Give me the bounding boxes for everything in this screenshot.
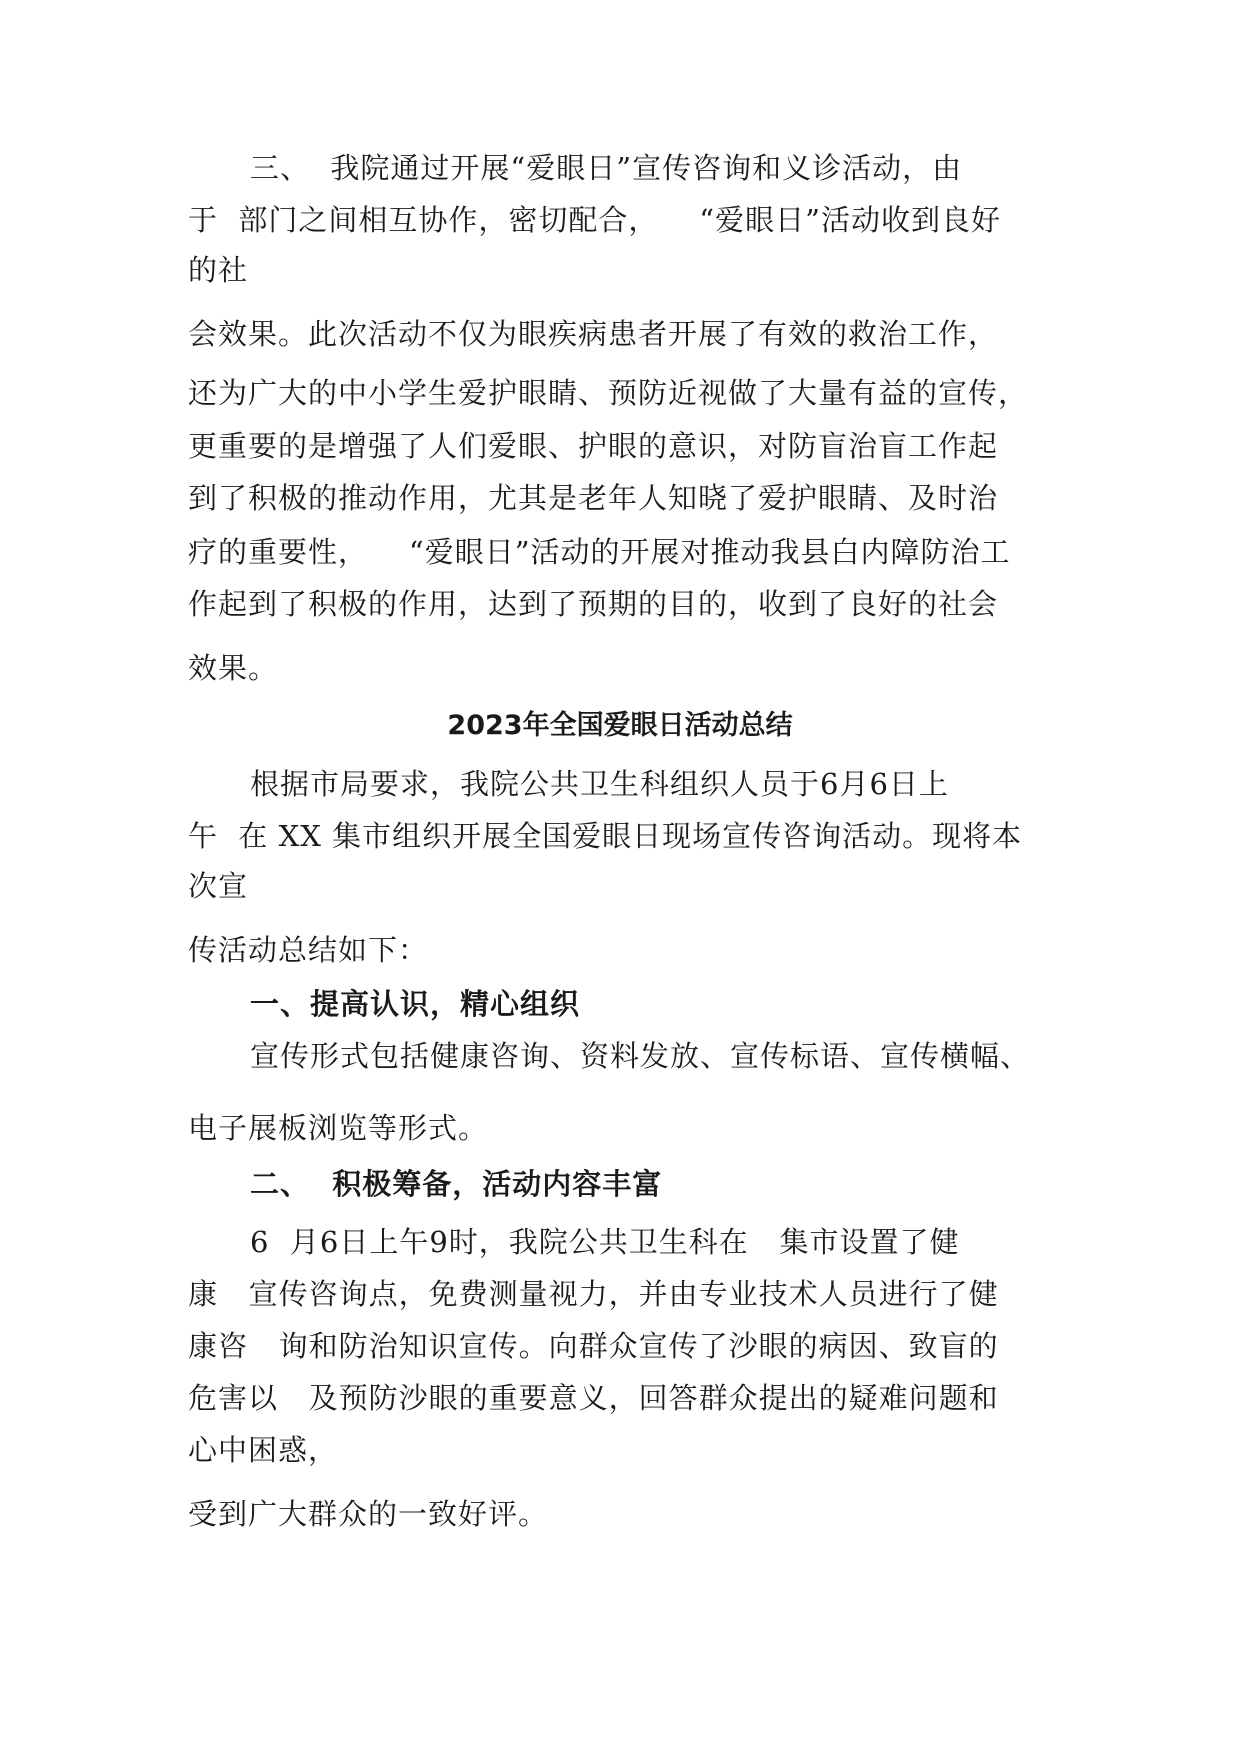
paragraph-line: 会效果。此次活动不仅为眼疾病患者开展了有效的救治工作， xyxy=(188,317,999,351)
paragraph-line: 更重要的是增强了人们爱眼、护眼的意识，对防盲治盲工作起 xyxy=(188,429,999,463)
paragraph-line: 三、 我院通过开展“爱眼日”宣传咨询和义诊活动，由 xyxy=(250,151,963,185)
paragraph-line: 疗的重要性， “爱眼日”活动的开展对推动我县白内障防治工 xyxy=(188,535,1011,569)
paragraph-line: 宣传形式包括健康咨询、资料发放、宣传标语、宣传横幅、 xyxy=(250,1039,1031,1073)
paragraph-line: 心中困惑， xyxy=(188,1433,339,1467)
section-heading-2: 二、 积极筹备，活动内容丰富 xyxy=(250,1167,663,1201)
document-title: 2023年全国爱眼日活动总结 xyxy=(447,710,793,741)
paragraph-line: 电子展板浏览等形式。 xyxy=(188,1111,489,1145)
paragraph-line: 受到广大群众的一致好评。 xyxy=(188,1497,549,1531)
paragraph-line: 作起到了积极的作用，达到了预期的目的，收到了良好的社会 xyxy=(188,587,999,621)
paragraph-line: 的社 xyxy=(188,253,249,287)
paragraph-line: 危害以 及预防沙眼的重要意义，回答群众提出的疑难问题和 xyxy=(188,1381,999,1415)
paragraph-line: 次宣 xyxy=(188,869,249,903)
paragraph-line: 效果。 xyxy=(188,651,279,685)
paragraph-line: 康咨 询和防治知识宣传。向群众宣传了沙眼的病因、致盲的 xyxy=(188,1329,999,1363)
section-heading-1: 一、提高认识，精心组织 xyxy=(250,987,581,1021)
paragraph-line: 康 宣传咨询点，免费测量视力，并由专业技术人员进行了健 xyxy=(188,1277,999,1311)
paragraph-line: 根据市局要求，我院公共卫生科组织人员于6月6日上 xyxy=(250,767,949,801)
paragraph-line: 传活动总结如下： xyxy=(188,933,429,967)
paragraph-line: 到了积极的推动作用，尤其是老年人知晓了爱护眼睛、及时治 xyxy=(188,481,999,515)
paragraph-line: 还为广大的中小学生爱护眼睛、预防近视做了大量有益的宣传， xyxy=(188,376,1029,410)
paragraph-line: 6 月6日上午9时，我院公共卫生科在 集市设置了健 xyxy=(250,1225,960,1259)
paragraph-line: 于 部门之间相互协作，密切配合， “爱眼日”活动收到良好 xyxy=(188,203,1001,237)
paragraph-line: 午 在 XX 集市组织开展全国爱眼日现场宣传咨询活动。现将本 xyxy=(188,819,1023,853)
